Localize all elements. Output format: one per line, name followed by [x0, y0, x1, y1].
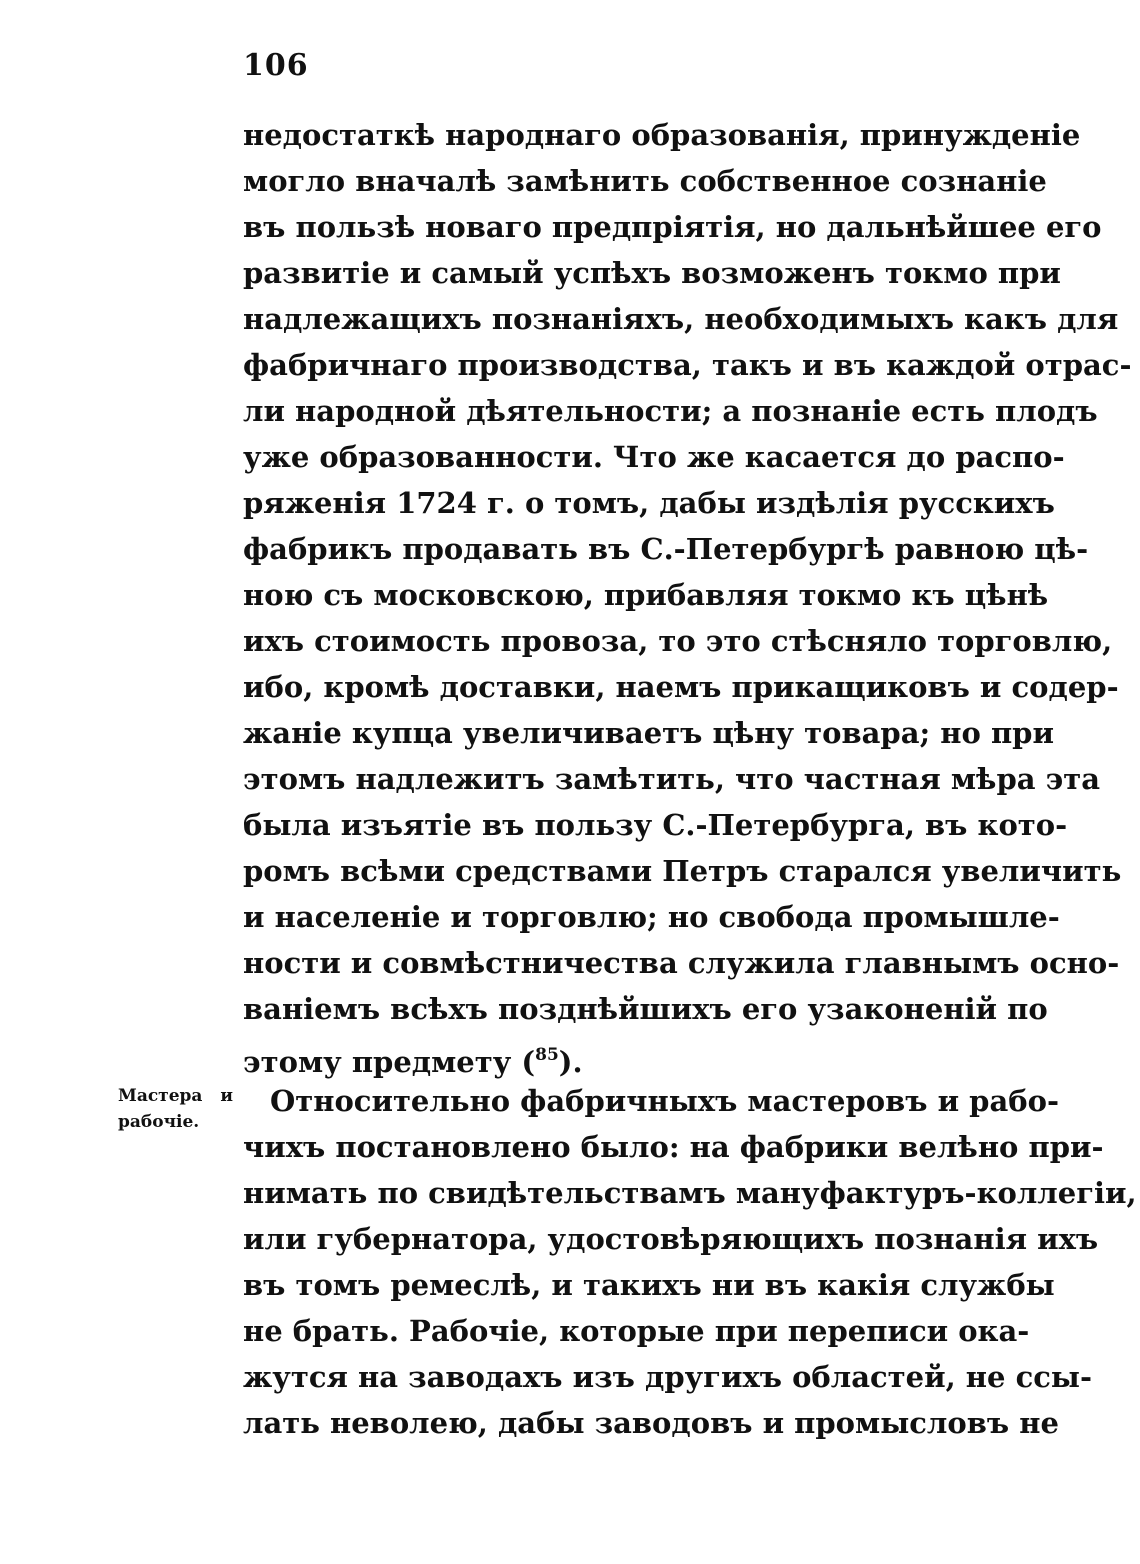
text-line: чихъ постановлено было: на фабрики велѣно при- — [243, 1130, 1104, 1164]
text-line: надлежащихъ познаніяхъ, необходимыхъ какъ для — [243, 302, 1119, 336]
text-line: ряженія 1724 г. о томъ, дабы издѣлія русскихъ — [243, 486, 1055, 520]
text-line: ромъ всѣми средствами Петръ старался увеличить — [243, 854, 1122, 888]
text-line: могло вначалѣ замѣнить собственное сознаніе — [243, 164, 1047, 198]
text-line: ихъ стоимость провоза, то это стѣсняло торговлю, — [243, 624, 1113, 658]
margin-note-line: Мастера и — [118, 1086, 233, 1106]
text-line: этомъ надлежитъ замѣтить, что частная мѣра эта — [243, 762, 1101, 796]
text-line: недостаткѣ народнаго образованія, принужденіе — [243, 118, 1081, 152]
text-line: фабричнаго производства, такъ и въ каждой отрас- — [243, 348, 1132, 382]
text-line: была изъятіе въ пользу С.-Петербурга, въ кото- — [243, 808, 1068, 842]
last-line-text: этому предмету ( — [243, 1045, 536, 1079]
text-line: или губернатора, удостовѣряющихъ познанія ихъ — [243, 1222, 1099, 1256]
margin-note — [118, 1083, 233, 1135]
footnote-reference[interactable]: 85 — [535, 1045, 559, 1065]
paragraph-last-line — [243, 1032, 999, 1078]
text-line: уже образованности. Что же касается до распо- — [243, 440, 1065, 474]
page-number: 106 — [243, 48, 309, 83]
text-line: ибо, кромѣ доставки, наемъ прикащиковъ и содер- — [243, 670, 1119, 704]
text-line: нимать по свидѣтельствамъ мануфактуръ-коллегіи, — [243, 1176, 1137, 1210]
text-line: ною съ московскою, прибавляя токмо къ цѣнѣ — [243, 578, 1049, 612]
text-line: ности и совмѣстничества служила главнымъ осно- — [243, 946, 1120, 980]
text-line: ваніемъ всѣхъ позднѣйшихъ его узаконеній по — [243, 992, 1048, 1026]
last-line-tail: ). — [558, 1045, 583, 1079]
text-line: въ пользѣ новаго предпріятія, но дальнѣйшее его — [243, 210, 1102, 244]
text-line-indented: Относительно фабричныхъ мастеровъ и рабо- — [270, 1084, 1059, 1118]
text-line: лать неволею, дабы заводовъ и промысловъ не — [243, 1406, 1059, 1440]
text-line: фабрикъ продавать въ С.-Петербургѣ равною цѣ- — [243, 532, 1089, 566]
text-line: развитіе и самый успѣхъ возможенъ токмо при — [243, 256, 1061, 290]
text-line: въ томъ ремеслѣ, и такихъ ни въ какія службы — [243, 1268, 1055, 1302]
text-line: не брать. Рабочіе, которые при переписи ока- — [243, 1314, 1030, 1348]
text-line: жаніе купца увеличиваетъ цѣну товара; но при — [243, 716, 1054, 750]
margin-note-line: рабочіе. — [118, 1112, 200, 1132]
text-line: ли народной дѣятельности; а познаніе есть плодъ — [243, 394, 1098, 428]
text-line: жутся на заводахъ изъ другихъ областей, не ссы- — [243, 1360, 1092, 1394]
text-line: и населеніе и торговлю; но свобода промышле- — [243, 900, 1060, 934]
